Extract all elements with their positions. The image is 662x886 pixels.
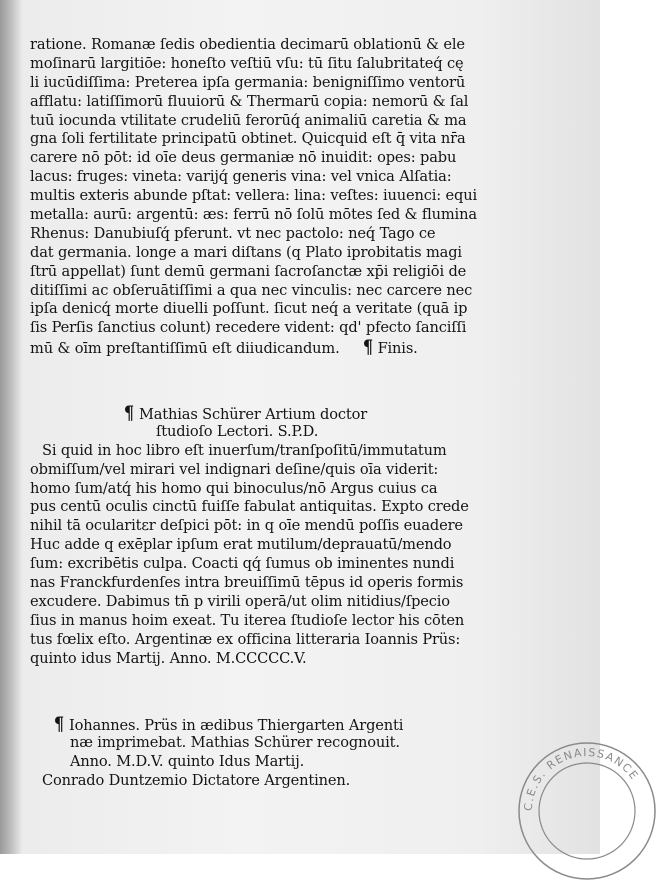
stamp-inner-ring bbox=[539, 763, 635, 859]
colophon-text: Iohannes. Prüs in ædibus Thiergarten Argenti bbox=[68, 717, 404, 734]
text-line: ratione. Romanæ ſedis obedientia decimarū oblationū & ele bbox=[30, 36, 465, 53]
text-line: ipſa denicq́ morte diuelli poſſunt. ſicut neq́ a veritate (quā ip bbox=[30, 300, 468, 318]
heading-line-2: ſtudioſo Lectori. S.P.D. bbox=[156, 422, 319, 440]
colophon-line-4: Conrado Duntzemio Dictatore Argentinen. bbox=[42, 771, 351, 789]
text-line: Rhenus: Danubiuſq́ pferunt. vt nec pactolo: neq́ Tago ce bbox=[30, 224, 436, 242]
letter-heading bbox=[30, 404, 590, 423]
heading-line-1: Mathias Schürer Artium doctor bbox=[138, 406, 368, 423]
text-line: carere nō pōt: id oīe deus germaniæ nō inuidit: opes: pabu bbox=[30, 149, 457, 167]
text-line: homo ſum/atq́ his homo qui binoculus/nō Argus cuius ca bbox=[30, 479, 438, 497]
text-line: metalla: aurū: argentū: æs: ferrū nō ſolū mōtes ſed & flumina bbox=[30, 206, 477, 224]
gutter-shadow bbox=[0, 0, 22, 854]
finis-label: Finis. bbox=[377, 340, 418, 358]
colophon-line-1 bbox=[30, 715, 590, 734]
text-line: quinto idus Martij. Anno. M.CCCCC.V. bbox=[30, 649, 307, 667]
library-stamp bbox=[512, 736, 662, 886]
pilcrow-icon: ¶ bbox=[123, 402, 135, 424]
text-line: afflatu: latiſſimorū fluuiorū & Thermarū copia: nemorū & ſal bbox=[30, 92, 469, 110]
main-text-paragraph bbox=[30, 36, 590, 357]
text-line: nas Franckfurdenſes intra breuiſſimū tēpus id operis formis bbox=[30, 574, 464, 592]
text-line: pus centū oculis cinctū fuiſſe fabulat antiquitas. Expto crede bbox=[30, 498, 469, 516]
text-line: obmiſſum/vel mirari vel indignari deſine/quis oīa viderit: bbox=[30, 460, 439, 478]
text-line: ſius in manus hoim exeat. Tu iterea ſtudioſe lector his cōten bbox=[30, 611, 465, 629]
text-line: Huc adde q exēplar ipſum erat mutilum/deprauatū/mendo bbox=[30, 536, 452, 554]
text-line: ditiſſimi ac obſeruātiſſimi a qua nec vinculis: nec carcere nec bbox=[30, 281, 473, 299]
text-line: ſis Perſis ſanctius colunt) recedere vident: qd' pfecto ſanciſſi bbox=[30, 319, 467, 337]
text-line: mū & oīm preſtantiſſimū eſt diiudicandum. bbox=[30, 340, 340, 358]
colophon bbox=[30, 715, 590, 791]
text-line: ſtrū appellat) ſunt demū germani ſacroſanctæ xp̄i religiōi de bbox=[30, 262, 467, 280]
text-line: lacus: fruges: vineta: varijq́ generis vina: vel vnica Alſatia: bbox=[30, 168, 452, 186]
text-line: moſinarū largitiōe: honeſto veſtiū vſu: tū ſitu ſalubritateq́ cę bbox=[30, 54, 464, 72]
pilcrow-icon: ¶ bbox=[362, 336, 373, 359]
letter-section bbox=[30, 404, 590, 668]
colophon-line-3: Anno. M.D.V. quinto Idus Martij. bbox=[70, 752, 305, 770]
text-line-last bbox=[30, 338, 590, 357]
text-line: li iucūdiſſima: Preterea ipſa germania: benigniſſimo ventorū bbox=[30, 73, 466, 91]
text-line: multis exteris abunde pſtat: vellera: lina: veſtes: iuuenci: equi bbox=[30, 187, 477, 205]
colophon-line-2: næ imprimebat. Mathias Schürer recognouit. bbox=[70, 733, 400, 751]
text-line: ſum: excribētis culpa. Coacti qq́ ſumus ob iminentes nundi bbox=[30, 555, 455, 573]
text-line: tus fœlix eſto. Argentinæ ex officina litteraria Ioannis Prüs: bbox=[30, 630, 461, 648]
text-line: tuū iocunda vtilitate crudeliū ferorūq́ animaliū caretia & ma bbox=[30, 111, 467, 129]
text-line: nihil tā ocularitεr deſpici pōt: in q oīe mendū poſſis euadere bbox=[30, 517, 463, 535]
text-line: gna ſoli fertilitate principatū obtinet. Quicquid eſt q̄ vita nr̄a bbox=[30, 130, 466, 148]
text-line: dat germania. longe a mari diſtans (q Plato iprobitatis magi bbox=[30, 243, 462, 261]
text-line: Si quid in hoc libro eſt inuerſum/tranſpoſitū/immutatum bbox=[42, 441, 447, 459]
text-line: excudere. Dabimus tn̄ p virili operā/ut olim nitidius/ſpecio bbox=[30, 592, 450, 610]
pilcrow-icon: ¶ bbox=[53, 713, 65, 735]
stamp-text: C.E.S. RENAISSANCE bbox=[521, 745, 642, 812]
